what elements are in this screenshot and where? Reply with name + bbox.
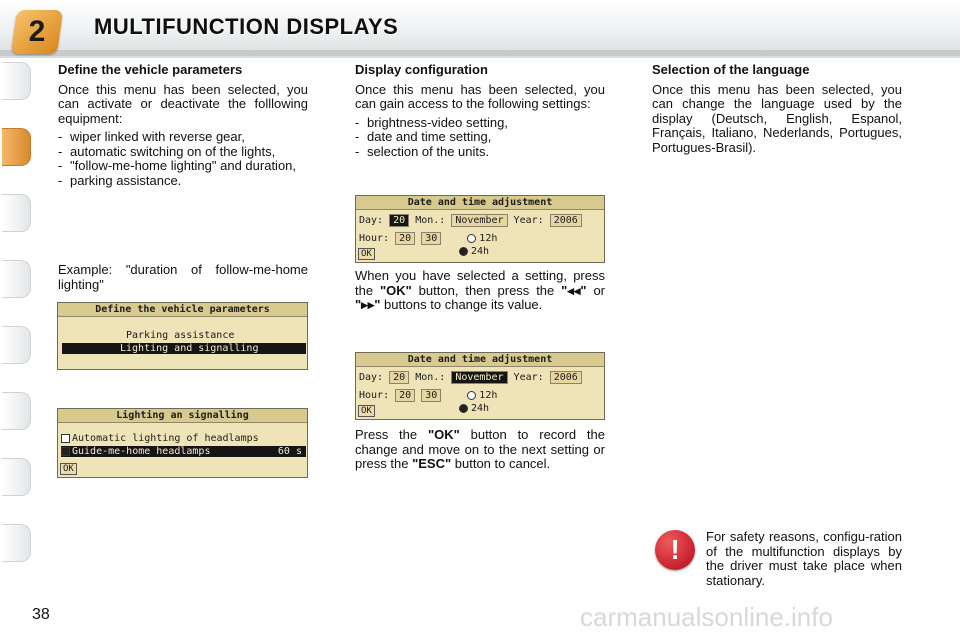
minute-field: 30 <box>421 232 441 245</box>
hour-field: 20 <box>395 389 415 402</box>
duration-value: 60 s <box>277 446 302 457</box>
month-label: Mon.: <box>415 372 446 383</box>
day-label: Day: <box>359 372 384 383</box>
section-intro: Once this menu has been selected, you can activate or deactivate the folllowing equipment: <box>58 81 308 126</box>
section-heading: Define the vehicle parameters <box>58 62 243 77</box>
header-divider <box>0 50 960 56</box>
hour-field: 20 <box>395 232 415 245</box>
column-vehicle-parameters <box>58 63 308 188</box>
equipment-list <box>58 130 308 188</box>
list-item: - wiper linked with reverse gear, <box>58 130 308 145</box>
section-text: Once this menu has been selected, you can change the language used by the display (Deutsch, English, Espanol, Français, Italiano, Nederlands, Portugues, Portugues-Brasil). <box>652 81 902 155</box>
month-label: Mon.: <box>415 215 446 226</box>
time-row <box>359 389 497 402</box>
day-field-selected: 20 <box>389 214 409 227</box>
instruction-paragraph: When you have selected a setting, press the "OK" button, then press the "◂◂" or "▸▸" buttons to change its value. <box>355 268 606 312</box>
radio-icon <box>467 234 476 243</box>
hour-label: Hour: <box>359 390 390 401</box>
screen-ok-label: OK <box>358 405 375 417</box>
column-display-configuration <box>355 63 605 159</box>
date-row <box>359 371 582 384</box>
section-heading: Display configuration <box>355 62 488 77</box>
chapter-tab-8 <box>2 524 31 562</box>
list-item: - date and time setting, <box>355 130 605 145</box>
chapter-tab-7 <box>2 458 31 496</box>
format-24h: 24h <box>459 246 489 257</box>
chapter-tab-4 <box>2 260 31 298</box>
list-item: - selection of the units. <box>355 145 605 160</box>
list-item: - parking assistance. <box>58 174 308 189</box>
menu-item-lighting-selected: Lighting and signalling <box>62 343 306 354</box>
date-row <box>359 214 582 227</box>
screen-title: Define the vehicle parameters <box>58 303 307 317</box>
menu-item-parking: Parking assistance <box>126 330 235 341</box>
radio-selected-icon <box>459 247 468 256</box>
ok-keyword: "OK" <box>379 282 412 298</box>
forward-keyword: "▸▸" <box>355 297 381 312</box>
option-row-automatic <box>61 433 259 444</box>
day-field: 20 <box>389 371 409 384</box>
screen-ok-label: OK <box>358 248 375 260</box>
watermark: carmanualsonline.info <box>580 602 833 632</box>
year-label: Year: <box>513 372 544 383</box>
esc-keyword: "ESC" <box>412 456 452 471</box>
screen-date-time-1 <box>355 195 605 263</box>
format-24h: 24h <box>459 403 489 414</box>
radio-icon <box>467 391 476 400</box>
section-heading: Selection of the language <box>652 62 810 77</box>
page-number: 38 <box>32 606 50 623</box>
instructions-change-value <box>355 269 605 317</box>
option-row-guide-me-home <box>61 446 306 457</box>
settings-list <box>355 116 605 160</box>
radio-selected-icon <box>459 404 468 413</box>
minute-field: 30 <box>421 389 441 402</box>
option-label: Automatic lighting of headlamps <box>72 433 259 444</box>
instruction-paragraph: Press the "OK" button to record the change and move on to the next setting or press the "ESC" button to cancel. <box>355 427 605 471</box>
screen-title: Date and time adjustment <box>356 196 604 210</box>
chapter-tab-6 <box>2 392 31 430</box>
month-field-selected: November <box>451 371 507 384</box>
section-intro: Once this menu has been selected, you can gain access to the following settings: <box>355 81 605 111</box>
option-label: Guide-me-home headlamps <box>72 446 211 457</box>
screen-title: Date and time adjustment <box>356 353 604 367</box>
format-12h: 12h <box>467 233 497 244</box>
year-field: 2006 <box>550 214 582 227</box>
example-caption: Example: "duration of follow-me-home lighting" <box>58 262 308 292</box>
chapter-badge <box>11 10 63 54</box>
list-item: - automatic switching on of the lights, <box>58 145 308 160</box>
warning-text: For safety reasons, configu-ration of the multifunction displays by the driver must take place when stationary. <box>706 529 902 588</box>
chapter-tab-1 <box>2 62 31 100</box>
checkbox-icon <box>61 434 70 443</box>
month-field: November <box>451 214 507 227</box>
screen-date-time-2 <box>355 352 605 420</box>
chapter-tab-3 <box>2 194 31 232</box>
chapter-tab-5 <box>2 326 31 364</box>
screen-lighting-signalling <box>57 408 308 478</box>
checkbox-checked-icon <box>61 447 70 456</box>
ok-keyword: "OK" <box>427 427 460 442</box>
chapter-number: 2 <box>28 15 46 48</box>
page-title: MULTIFUNCTION DISPLAYS <box>94 14 399 39</box>
page-header <box>0 0 960 58</box>
rewind-keyword: "◂◂" <box>561 282 587 298</box>
column-language <box>652 63 902 159</box>
screen-title: Lighting an signalling <box>58 409 307 423</box>
list-item: - "follow-me-home lighting" and duration, <box>58 159 308 174</box>
chapter-tabs <box>0 62 36 582</box>
list-item: - brightness-video setting, <box>355 116 605 131</box>
hour-label: Hour: <box>359 233 390 244</box>
screen-ok-label: OK <box>60 463 77 475</box>
instructions-record-change <box>355 428 605 476</box>
day-label: Day: <box>359 215 384 226</box>
screen-define-parameters <box>57 302 308 370</box>
exclamation-icon: ! <box>655 530 695 570</box>
year-field: 2006 <box>550 371 582 384</box>
time-row <box>359 232 497 245</box>
format-12h: 12h <box>467 390 497 401</box>
example-caption-block <box>58 263 308 296</box>
chapter-tab-2-active <box>2 128 31 166</box>
year-label: Year: <box>513 215 544 226</box>
safety-warning <box>706 530 902 592</box>
